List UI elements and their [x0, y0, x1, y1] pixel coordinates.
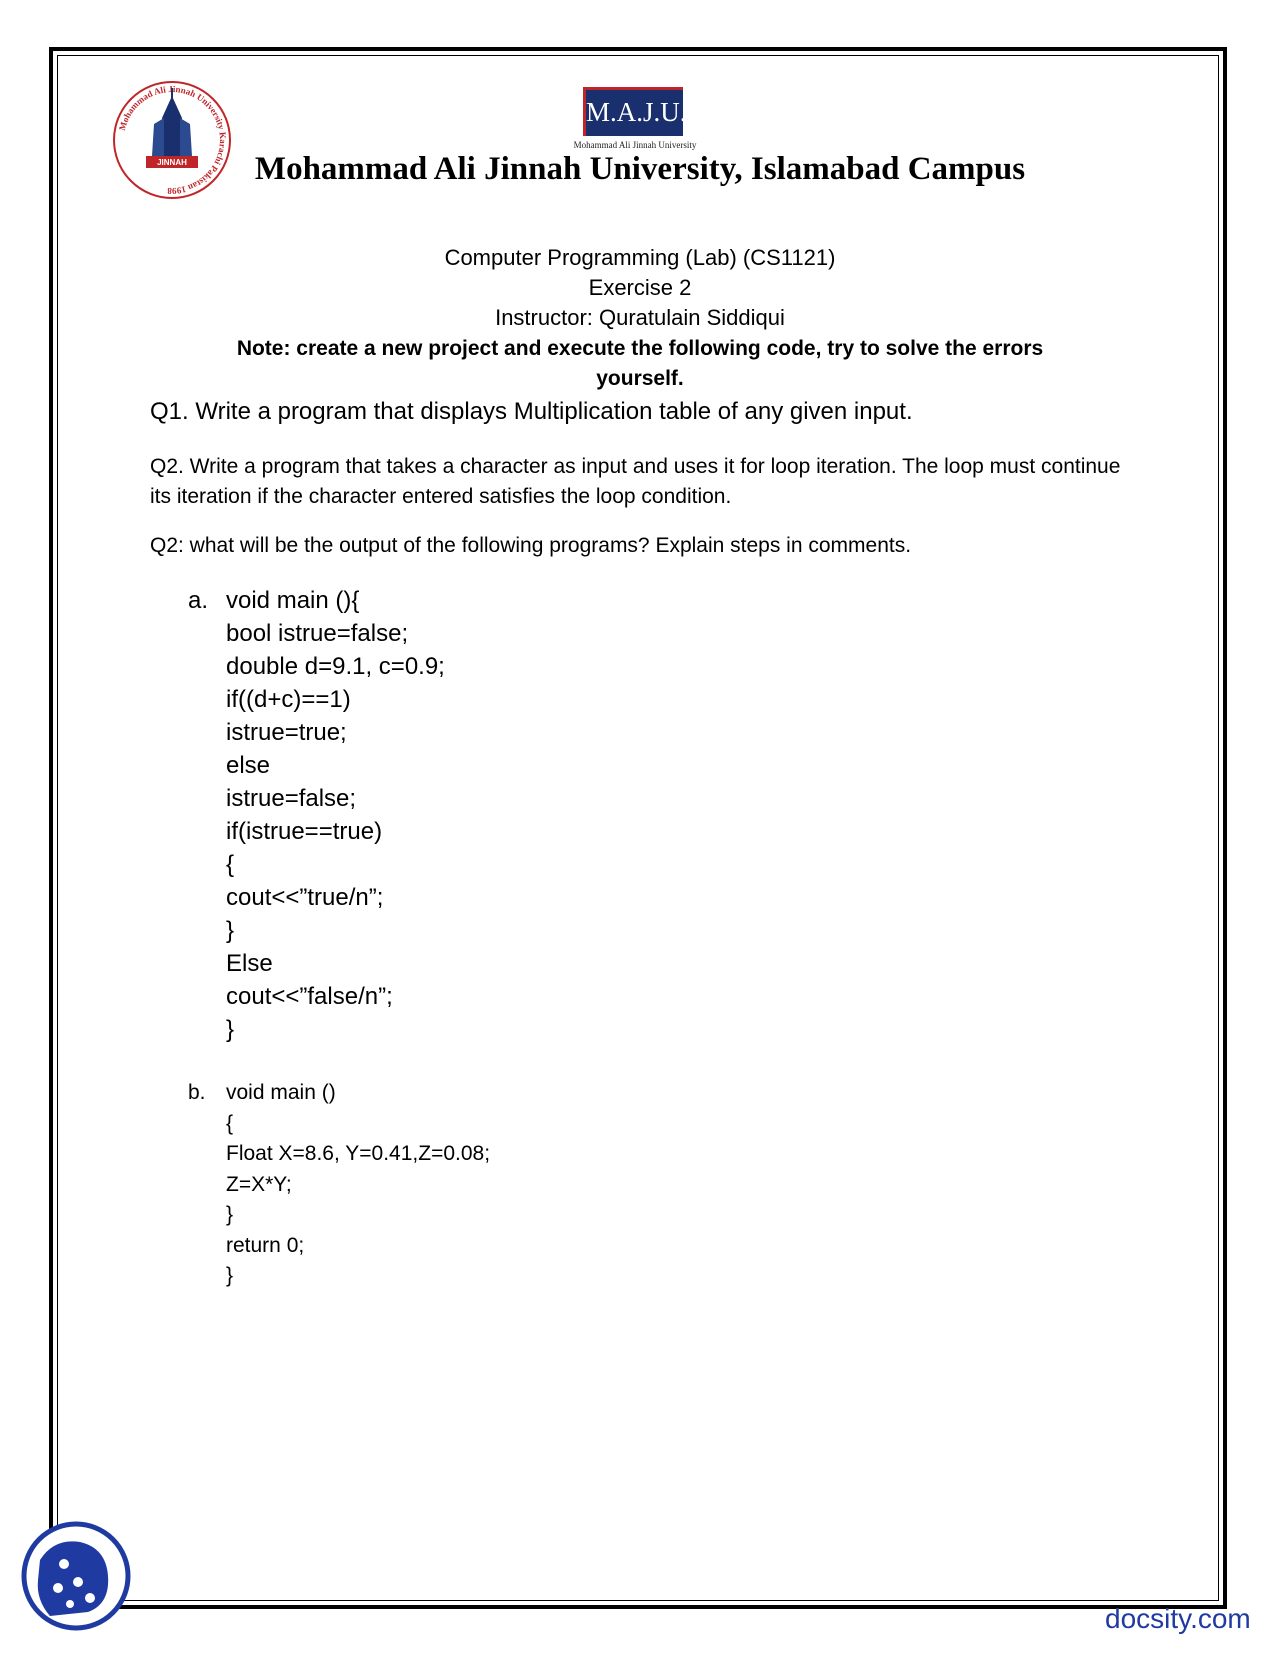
code-line: cout<<”true/n”;	[226, 884, 384, 911]
code-line: return 0;	[226, 1233, 305, 1257]
code-a-marker: a.	[188, 587, 209, 614]
code-b-marker: b.	[188, 1081, 206, 1104]
code-line: Else	[226, 950, 273, 977]
instructor-name: Instructor: Quratulain Siddiqui	[495, 305, 785, 330]
docsity-logo-icon[interactable]	[20, 1520, 132, 1632]
seal-ring-text: Mohammad Ali Jinnah University Karachi Pakistan 1998	[116, 83, 229, 197]
code-line: double d=9.1, c=0.9;	[226, 653, 445, 680]
code-block-b	[188, 1078, 490, 1292]
course-title: Computer Programming (Lab) (CS1121)	[444, 245, 836, 270]
code-line: void main ()	[226, 1081, 336, 1104]
code-line: }	[226, 1203, 234, 1226]
university-title: Mohammad Ali Jinnah University, Islamabad Campus	[254, 151, 1026, 187]
code-line: cout<<”false/n”;	[226, 983, 393, 1010]
code-line: void main (){	[226, 587, 360, 614]
code-line: if(istrue==true)	[226, 818, 383, 845]
code-line: Z=X*Y;	[226, 1172, 292, 1196]
question-2: Q2. Write a program that takes a character as input and uses it for loop iteration. The loop must continue its iteration if the character entered satisfies the loop condition.	[150, 455, 1121, 508]
maju-logo: M.A.J.U.	[583, 87, 683, 136]
code-line: }	[226, 917, 235, 944]
code-line: {	[226, 851, 235, 878]
note-line-1: Note: create a new project and execute the following code, try to solve the errors	[236, 337, 1044, 360]
code-block-a	[188, 584, 445, 1046]
code-line: {	[226, 1111, 234, 1135]
question-3: Q2: what will be the output of the following programs? Explain steps in comments.	[150, 534, 912, 557]
code-line: if((d+c)==1)	[226, 686, 351, 713]
seal-banner-text: JINNAH	[157, 158, 187, 167]
note-line-2: yourself.	[596, 367, 684, 390]
code-line: istrue=false;	[226, 785, 357, 812]
docsity-brand-link[interactable]: docsity.com	[1105, 1603, 1251, 1634]
code-line: bool istrue=false;	[226, 620, 409, 647]
code-line: }	[226, 1264, 234, 1287]
maju-logo-subtitle: Mohammad Ali Jinnah University	[573, 140, 697, 150]
exercise-number: Exercise 2	[588, 275, 692, 300]
code-line: Float X=8.6, Y=0.41,Z=0.08;	[226, 1142, 491, 1165]
code-line: }	[226, 1016, 235, 1043]
code-line: istrue=true;	[226, 719, 347, 746]
code-line: else	[226, 752, 271, 779]
question-1: Q1. Write a program that displays Multiplication table of any given input.	[150, 398, 913, 425]
